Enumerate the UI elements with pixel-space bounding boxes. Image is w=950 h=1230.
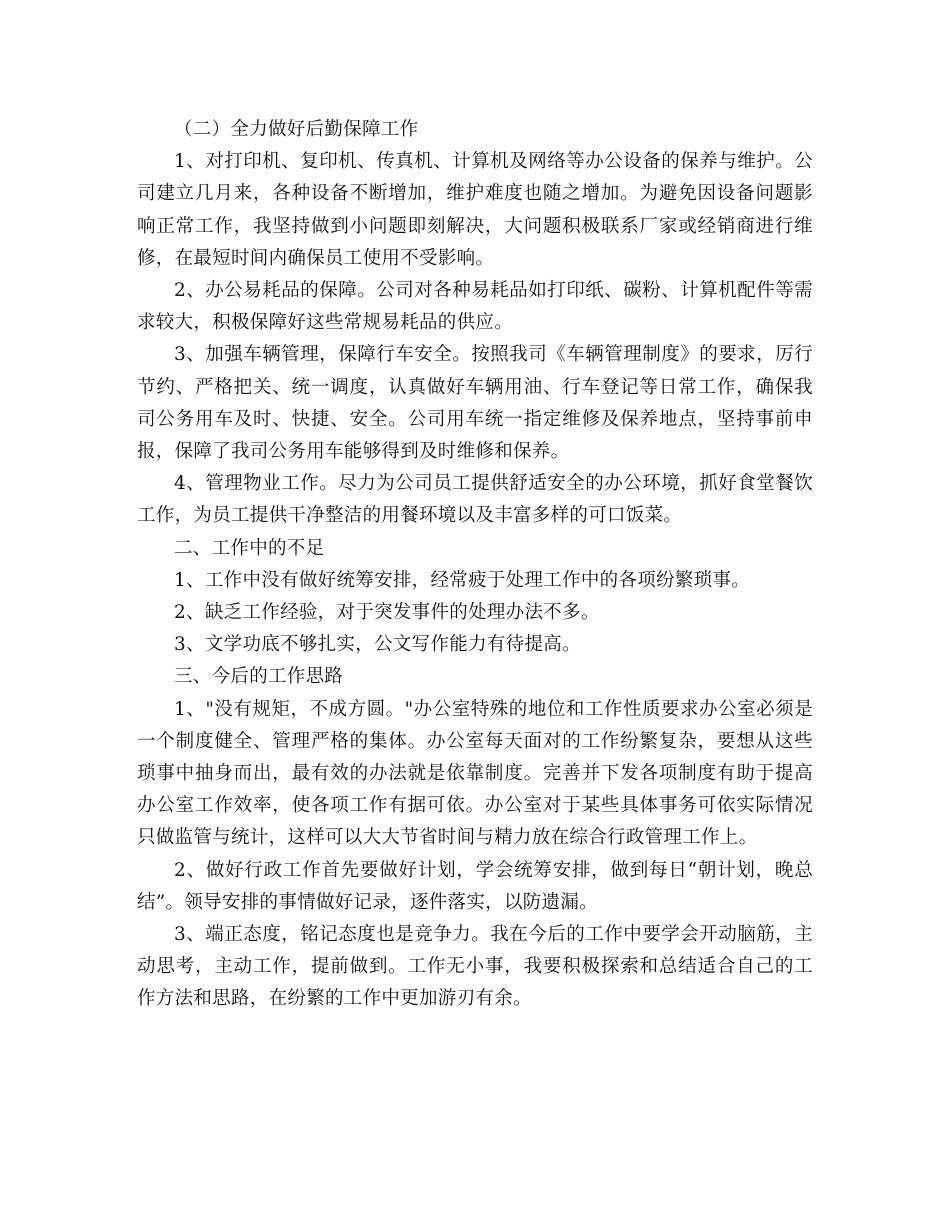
paragraph-shortcoming-experience: 2、缺乏工作经验，对于突发事件的处理办法不多。 [174, 602, 600, 624]
paragraph-vehicle-management: 3、加强车辆管理，保障行车安全。按照我司《车辆管理制度》的要求，厉行节约、严格把关、统一调度，认真做好车辆用油、行车登记等日常工作，确保我司公务用车及时、快捷、安全。公司用车统一指定维修及保养地点，坚持事前申报，保障了我司公务用车能够得到及时维修和保养。 [137, 344, 813, 463]
paragraph-future-planning: 2、做好行政工作首先要做好计划，学会统筹安排，做到每日“朝计划，晚总结”。领导安排的事情做好记录，逐件落实，以防遗漏。 [137, 859, 813, 913]
paragraph-future-attitude: 3、端正态度，铭记态度也是竞争力。我在今后的工作中要学会开动脑筋，主动思考，主动工作，提前做到。工作无小事，我要积极探索和总结适合自己的工作方法和思路，在纷繁的工作中更加游刃有余。 [137, 924, 813, 1010]
section-heading-shortcomings: 二、工作中的不足 [174, 537, 325, 559]
section-heading-future-plans: 三、今后的工作思路 [174, 666, 344, 688]
paragraph-shortcoming-writing: 3、文学功底不够扎实，公文写作能力有待提高。 [174, 634, 581, 656]
paragraph-consumables: 2、办公易耗品的保障。公司对各种易耗品如打印纸、碳粉、计算机配件等需求较大，积极保障好这些常规易耗品的供应。 [137, 280, 813, 334]
paragraph-shortcoming-planning: 1、工作中没有做好统筹安排，经常疲于处理工作中的各项纷繁琐事。 [174, 569, 751, 591]
document-body [137, 114, 813, 1016]
section-heading-logistics: （二）全力做好后勤保障工作 [174, 119, 419, 140]
paragraph-property-management: 4、管理物业工作。尽力为公司员工提供舒适安全的办公环境，抓好食堂餐饮工作，为员工提供干净整洁的用餐环境以及丰富多样的可口饭菜。 [137, 473, 813, 527]
paragraph-future-rules: 1、"没有规矩，不成方圆。"办公室特殊的地位和工作性质要求办公室必须是一个制度健全、管理严格的集体。办公室每天面对的工作纷繁复杂，要想从这些琐事中抽身而出，最有效的办法就是依靠制度。完善并下发各项制度有助于提高办公室工作效率，使各项工作有据可依。办公室对于某些具体事务可依实际情况只做监管与统计，这样可以大大节省时间与精力放在综合行政管理工作上。 [137, 698, 813, 849]
paragraph-office-equipment: 1、对打印机、复印机、传真机、计算机及网络等办公设备的保养与维护。公司建立几月来，各种设备不断增加，维护难度也随之增加。为避免因设备问题影响正常工作，我坚持做到小问题即刻解决，大问题积极联系厂家或经销商进行维修，在最短时间内确保员工使用不受影响。 [137, 151, 813, 269]
